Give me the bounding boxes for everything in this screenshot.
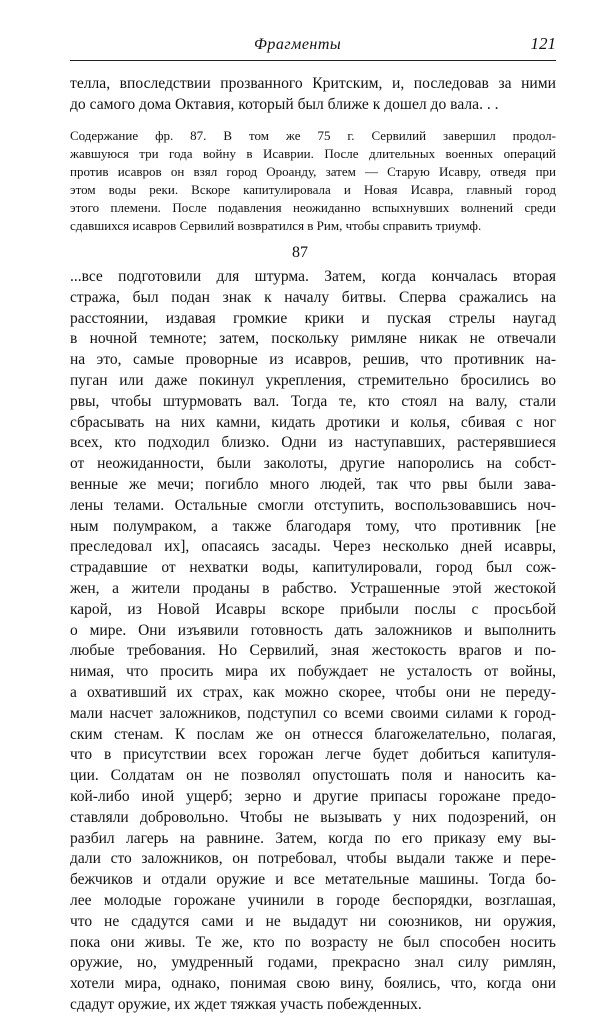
summary-line: против исавров он взял город Ороанду, затем — Старую Исавру, отведя при <box>70 164 556 179</box>
text-line: ...все подготовили для штурма. Затем, когда кончалась вторая <box>70 268 556 285</box>
text-line: что в присутствии всех горожан легче будет добиться капитуля- <box>70 746 556 764</box>
summary-line: жавшуюся три года войну в Исаврии. После длительных военных операций <box>70 146 556 161</box>
text-line: бежчиков и отдали оружие и все метательные машины. Тогда бо- <box>70 871 556 889</box>
fragment-summary <box>70 127 556 235</box>
text-line: пуган или даже покинул укрепления, стремительно бросились во <box>70 371 556 389</box>
text-line: жен, а жители проданы в рабство. Устрашенные этой жестокой <box>70 579 556 597</box>
text-line: венные же мечи; погибло много людей, так что рвы были зава- <box>70 475 556 493</box>
text-line: ным полумраком, а также благодаря тому, что противник [не <box>70 517 556 535</box>
intro-line: до самого дома Октавия, который был ближе к дошел до вала. . . <box>70 96 499 113</box>
text-line: всех, кто подходил близко. Одни из наступавших, растерявшиеся <box>70 434 556 452</box>
text-line: кой-либо иной ущерб; зерно и другие припасы горожане предо- <box>70 787 556 805</box>
text-line: сдадут оружие, их ждет тяжкая участь побежденных. <box>70 995 422 1013</box>
text-line: преследовал их], опасаясь засады. Через несколько дней исавры, <box>70 538 556 556</box>
text-line: что не сдадутся сами и не выдадут ни союзников, ни оружия, <box>70 912 556 930</box>
text-line: страдавшие от нехватки воды, капитулировали, город был сож- <box>70 559 556 577</box>
running-header <box>70 36 556 58</box>
intro-line: телла, впоследствии прозванного Критским, и, последовав за ними <box>70 75 556 92</box>
text-line: ции. Солдатам он не позволял опустошать поля и наносить ка- <box>70 767 556 785</box>
text-line: ским стенам. К послам же он отнесся благожелательно, полагая, <box>70 725 556 743</box>
intro-paragraph <box>70 73 556 115</box>
fragment-number: 87 <box>292 244 308 261</box>
text-line: пока они живы. Те же, кто по возрасту не был способен носить <box>70 933 556 951</box>
text-line: оружие, но, умудренный годами, прекрасно знал силу римлян, <box>70 954 556 972</box>
text-line: любые требования. Но Сервилий, зная жестокость врагов и по- <box>70 642 556 660</box>
running-title: Фрагменты <box>254 36 342 53</box>
text-line: сбрасывать на них камни, кидать дротики и колья, сбивая с ног <box>70 413 556 431</box>
summary-line: этом воды реки. Вскоре капитулировала и Новая Исавра, главный город <box>70 182 556 197</box>
text-line: дали сто заложников, он потребовал, чтобы выдали также и пере- <box>70 850 556 868</box>
summary-line: этого племени. После подавления неожиданно вспыхнувших волнений среди <box>70 200 556 215</box>
text-line: стража, был подан знак к началу битвы. Сперва сражались на <box>70 288 556 306</box>
header-rule <box>70 60 556 61</box>
text-line: рвы, чтобы штурмовать вал. Тогда те, кто стоял на валу, стали <box>70 392 556 410</box>
page-number: 121 <box>530 34 556 53</box>
text-line: расстоянии, издавая громкие крики и пуская стрелы наугад <box>70 309 556 327</box>
summary-line: сдавшихся исавров Сервилий возвратился в Рим, чтобы справить триумф. <box>70 218 482 233</box>
text-line: нимая, что просить мира их побуждает не усталость от войны, <box>70 663 556 681</box>
text-line: от неожиданности, были заколоты, другие напоролись на собст- <box>70 455 556 473</box>
text-line: разбил лагерь на равнине. Затем, когда по его приказу ему вы- <box>70 829 556 847</box>
summary-line: Содержание фр. 87. В том же 75 г. Сервилий завершил продол- <box>70 128 556 143</box>
text-line: лены телами. Остальные смогли отступить, воспользовавшись ноч- <box>70 496 556 514</box>
fragment-text <box>70 267 556 1016</box>
text-line: хотели мира, однако, понимая свою вину, боялись, что, когда они <box>70 975 556 993</box>
text-line: лее молодые горожане учинили в городе беспорядки, возглашая, <box>70 891 556 909</box>
text-line: а охвативший их страх, как можно скорее, чтобы они не переду- <box>70 683 556 701</box>
text-line: на это, самые проворные из исавров, решив, что противник на- <box>70 351 556 369</box>
text-line: карой, из Новой Исавры вскоре прибыли послы с просьбой <box>70 600 556 618</box>
text-line: ставляли добровольно. Чтобы не вызывать у них подозрений, он <box>70 808 556 826</box>
text-line: в ночной темноте; затем, поскольку римляне никак не отвечали <box>70 330 556 348</box>
text-line: о мире. Они изъявили готовность дать заложников и выполнить <box>70 621 556 639</box>
text-line: мали насчет заложников, подступил со всеми своими силами к город- <box>70 704 556 722</box>
